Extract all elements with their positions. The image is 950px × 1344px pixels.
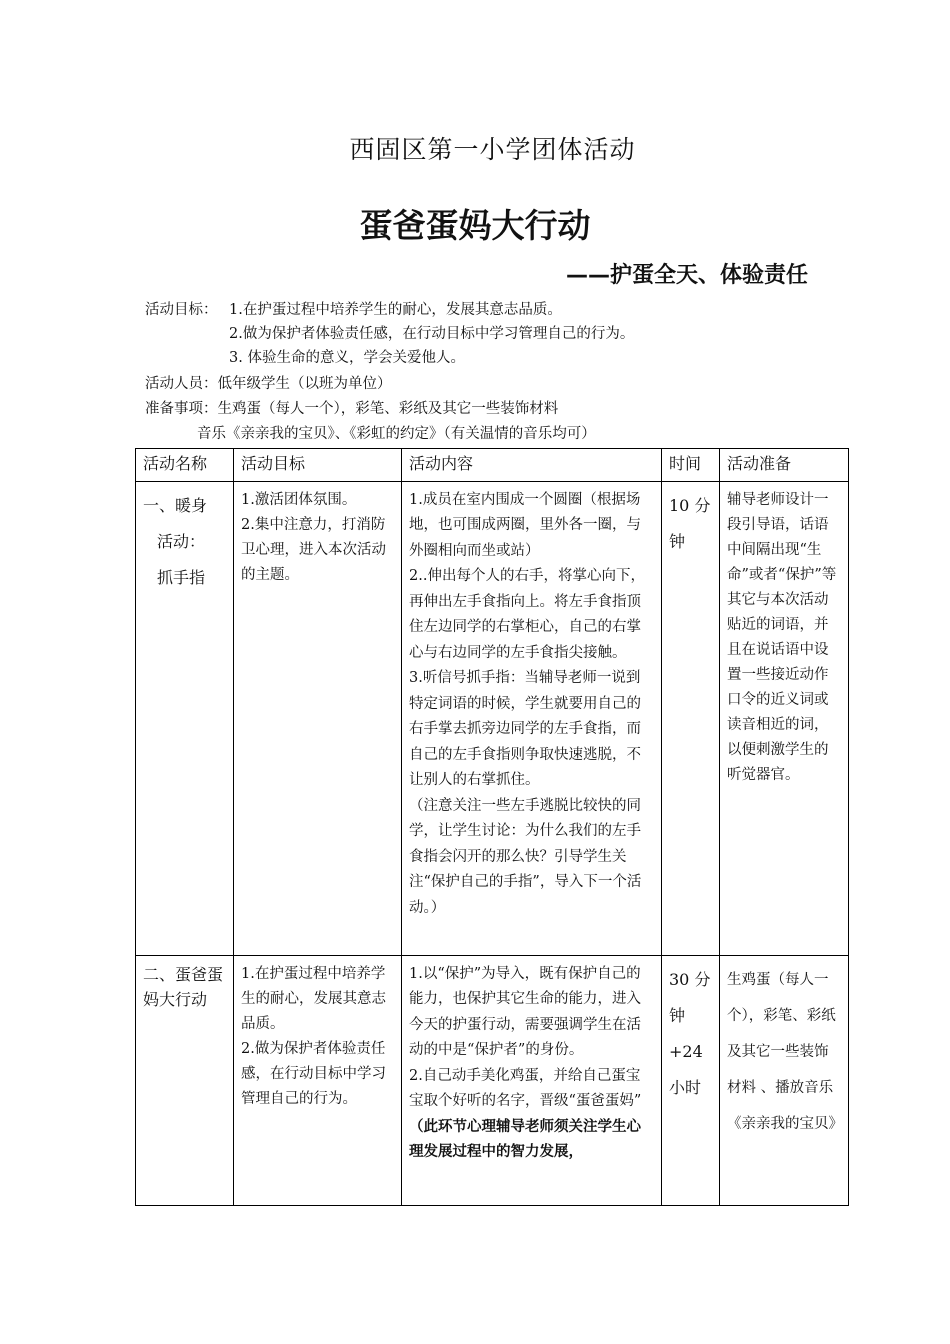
time-line: 30 分 xyxy=(669,969,711,989)
activity-name-line: 一、暖身 xyxy=(143,495,208,515)
goals-label: 活动目标： xyxy=(145,302,218,318)
content-step: 3.听信号抓手指：当辅导老师一说到特定词语的时候，学生就要用自己的右手掌去抓旁边同学的左手食指，而自己的左手食指则争取快速逃脱，不让别人的右掌抓住。 xyxy=(409,670,641,788)
activity-goal-cell xyxy=(234,481,402,955)
music-line: 音乐《亲亲我的宝贝》、《彩虹的约定》（有关温情的音乐均可） xyxy=(197,426,596,442)
goal-point: 1.激活团体氛围。 xyxy=(241,491,357,508)
header-activity-name: 活动名称 xyxy=(136,449,234,482)
header-time: 时间 xyxy=(662,449,720,482)
content-step: 2.自己动手美化鸡蛋，并给自己蛋宝宝取个好听的名字，晋级“蛋爸蛋妈” xyxy=(409,1067,642,1109)
activity-name-line: 抓手指 xyxy=(157,567,206,587)
goal-item-2: 2.做为保护者体验责任感，在行动目标中学习管理自己的行为。 xyxy=(229,326,635,342)
activity-content-cell xyxy=(402,481,662,955)
preparation-line: 准备事项：生鸡蛋（每人一个），彩笔、彩纸及其它一些装饰材料 xyxy=(145,401,559,417)
activity-goal-cell xyxy=(234,955,402,1205)
activity-prep-cell: 辅导老师设计一段引导语，话语中间隔出现“生命”或者“保护”等其它与本次活动贴近的词语，并且在说话语中设置一些接近动作口令的近义词或读音相近的词，以便刺激学生的听觉器官。 xyxy=(720,481,849,955)
goal-point: 2.集中注意力，打消防卫心理，进入本次活动的主题。 xyxy=(241,516,386,583)
content-bold-note: （此环节心理辅导老师须关注学生心理发展过程中的智力发展， xyxy=(409,1118,641,1160)
activity-name-cell xyxy=(136,481,234,955)
table-header-row xyxy=(136,449,849,482)
time-line: 小时 xyxy=(669,1077,702,1097)
time-line: +24 xyxy=(669,1041,703,1061)
time-cell xyxy=(662,481,720,955)
school-heading: 西固区第一小学团体活动 xyxy=(349,135,636,164)
content-note: （注意关注一些左手逃脱比较快的同学，让学生讨论：为什么我们的左手食指会闪开的那么快？引导学生关注“保护自己的手指”，导入下一个活动。） xyxy=(409,797,642,916)
activity-name-cell: 二、蛋爸蛋妈大行动 xyxy=(136,955,234,1205)
header-activity-goal: 活动目标 xyxy=(234,449,402,482)
time-line: 钟 xyxy=(669,531,686,551)
activity-content-cell xyxy=(402,955,662,1205)
table-row xyxy=(136,955,849,1205)
header-activity-content: 活动内容 xyxy=(402,449,662,482)
time-cell xyxy=(662,955,720,1205)
activity-prep-cell: 生鸡蛋（每人一个），彩笔、彩纸及其它一些装饰材料 、播放音乐《亲亲我的宝贝》 xyxy=(720,955,849,1205)
table-row xyxy=(136,481,849,955)
document-subtitle: ——护蛋全天、体验责任 xyxy=(565,263,808,288)
activity-table xyxy=(135,448,849,1206)
content-step: 1.成员在室内围成一个圆圈（根据场地，也可围成两圈，里外各一圈，与外圈相向而坐或站） xyxy=(409,491,641,559)
content-step: 2..伸出每个人的右手，将掌心向下，再伸出左手食指向上。将左手食指顶住左边同学的右掌柜心，自己的右掌心与右边同学的左手食指尖接触。 xyxy=(409,568,645,661)
time-line: 钟 xyxy=(669,1005,686,1025)
goal-point: 1.在护蛋过程中培养学生的耐心，发展其意志品质。 xyxy=(241,965,386,1032)
participants-line: 活动人员：低年级学生（以班为单位） xyxy=(145,376,392,392)
time-line: 10 分 xyxy=(669,495,711,515)
goal-point: 2.做为保护者体验责任感，在行动目标中学习管理自己的行为。 xyxy=(241,1040,386,1107)
goal-item-1: 1.在护蛋过程中培养学生的耐心，发展其意志品质。 xyxy=(229,302,562,318)
activity-name-line: 活动： xyxy=(157,531,206,551)
content-step: 1.以“保护”为导入，既有保护自己的能力，也保护其它生命的能力，进入今天的护蛋行动，需要强调学生在活动的中是“保护者”的身份。 xyxy=(409,965,641,1058)
goal-item-3: 3. 体验生命的意义，学会关爱他人。 xyxy=(229,350,465,366)
document-title: 蛋爸蛋妈大行动 xyxy=(359,206,591,245)
header-activity-prep: 活动准备 xyxy=(720,449,849,482)
